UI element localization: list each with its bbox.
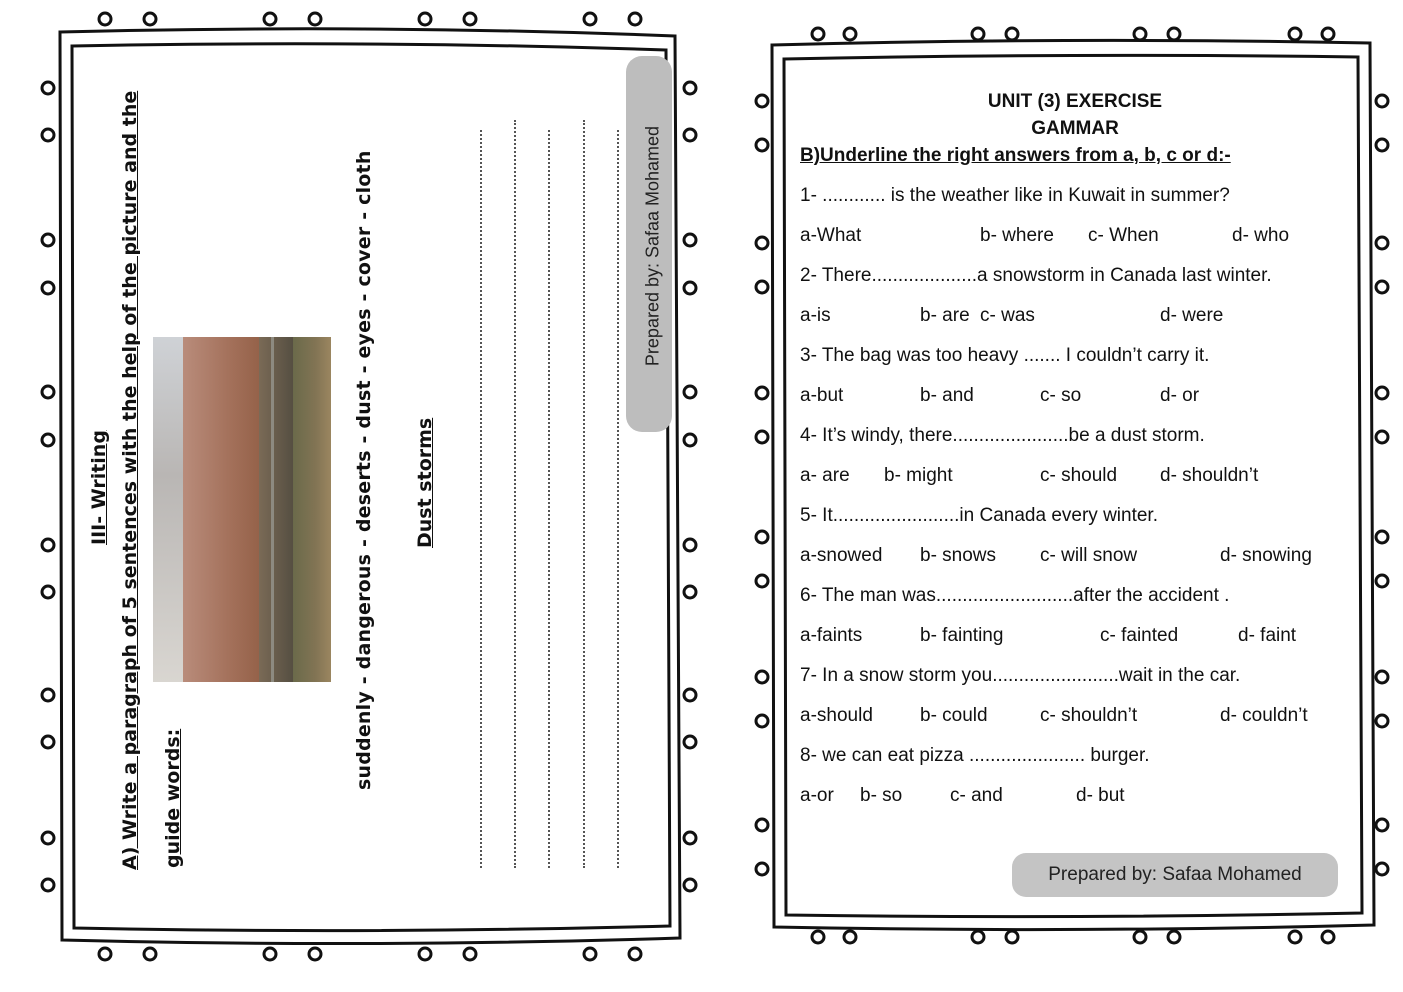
writing-line[interactable] xyxy=(583,120,585,868)
q4-option-b[interactable]: b- might xyxy=(884,465,953,486)
q7-option-c[interactable]: c- shouldn’t xyxy=(1040,705,1138,726)
q2-option-d[interactable]: d- were xyxy=(1160,305,1224,326)
q1-option-d[interactable]: d- who xyxy=(1232,225,1290,246)
grammar-worksheet-page xyxy=(750,25,1390,955)
q5-option-d[interactable]: d- snowing xyxy=(1220,545,1312,566)
writing-line[interactable] xyxy=(617,130,619,868)
q5-option-b[interactable]: b- snows xyxy=(920,545,997,566)
q7-option-b[interactable]: b- could xyxy=(920,705,988,726)
q3-option-d[interactable]: d- or xyxy=(1160,385,1200,406)
prepared-by-badge-left xyxy=(626,56,672,432)
q1-option-a[interactable]: a-What xyxy=(800,225,862,246)
q3-option-c[interactable]: c- so xyxy=(1040,385,1082,406)
question-1: 1- ............ is the weather like in Kuwait in summer? xyxy=(800,185,1230,206)
writing-line[interactable] xyxy=(548,130,550,868)
q3-option-a[interactable]: a-but xyxy=(800,385,844,406)
exercise-instruction: B)Underline the right answers from a, b, c or d:- xyxy=(800,145,1231,166)
q2-option-b[interactable]: b- are xyxy=(920,305,970,326)
writing-line[interactable] xyxy=(514,120,516,868)
q6-option-a[interactable]: a-faints xyxy=(800,625,863,646)
question-2: 2- There....................a snowstorm in Canada last winter. xyxy=(800,265,1272,286)
q6-option-d[interactable]: d- faint xyxy=(1238,625,1297,646)
q4-option-c[interactable]: c- should xyxy=(1040,465,1118,486)
q5-option-c[interactable]: c- will snow xyxy=(1040,545,1138,566)
section-title: GAMMAR xyxy=(1031,118,1119,139)
writing-instruction-line2: guide words: xyxy=(162,728,184,868)
q4-option-a[interactable]: a- are xyxy=(800,465,850,486)
q2-option-c[interactable]: c- was xyxy=(980,305,1035,326)
q8-option-a[interactable]: a-or xyxy=(800,785,834,806)
q1-option-c[interactable]: c- When xyxy=(1088,225,1159,246)
q5-option-a[interactable]: a-snowed xyxy=(800,545,883,566)
q8-option-d[interactable]: d- but xyxy=(1076,785,1125,806)
writing-instruction-line1: A) Write a paragraph of 5 sentences with the help of the picture and the xyxy=(119,90,141,870)
q7-option-d[interactable]: d- couldn’t xyxy=(1220,705,1308,726)
writing-heading: III- Writing xyxy=(88,430,110,545)
q1-option-b[interactable]: b- where xyxy=(980,225,1054,246)
question-8: 8- we can eat pizza ...................... burger. xyxy=(800,745,1150,766)
question-3: 3- The bag was too heavy ....... I couldn’t carry it. xyxy=(800,345,1210,366)
q8-option-c[interactable]: c- and xyxy=(950,785,1003,806)
question-7: 7- In a snow storm you........................wait in the car. xyxy=(800,665,1241,686)
question-5: 5- It........................in Canada every winter. xyxy=(800,505,1158,526)
prepared-by-text-left: Prepared by: Safaa Mohamed xyxy=(642,125,663,367)
unit-title: UNIT (3) EXERCISE xyxy=(987,91,1163,112)
guide-words: suddenly - dangerous - deserts - dust - eyes - cover - cloth xyxy=(353,150,375,790)
q6-option-b[interactable]: b- fainting xyxy=(920,625,1004,646)
q6-option-c[interactable]: c- fainted xyxy=(1100,625,1179,646)
q2-option-a[interactable]: a-is xyxy=(800,305,831,326)
prepared-by-badge-right: Prepared by: Safaa Mohamed xyxy=(1012,853,1338,897)
paragraph-topic: Dust storms xyxy=(414,417,436,548)
q7-option-a[interactable]: a-should xyxy=(800,705,873,726)
dust-storm-photo xyxy=(153,337,331,682)
question-4: 4- It’s windy, there......................be a dust storm. xyxy=(800,425,1205,446)
q4-option-d[interactable]: d- shouldn’t xyxy=(1160,465,1259,486)
question-6: 6- The man was..........................after the accident . xyxy=(800,585,1230,606)
q8-option-b[interactable]: b- so xyxy=(860,785,903,806)
q3-option-b[interactable]: b- and xyxy=(920,385,974,406)
writing-line[interactable] xyxy=(480,130,482,868)
